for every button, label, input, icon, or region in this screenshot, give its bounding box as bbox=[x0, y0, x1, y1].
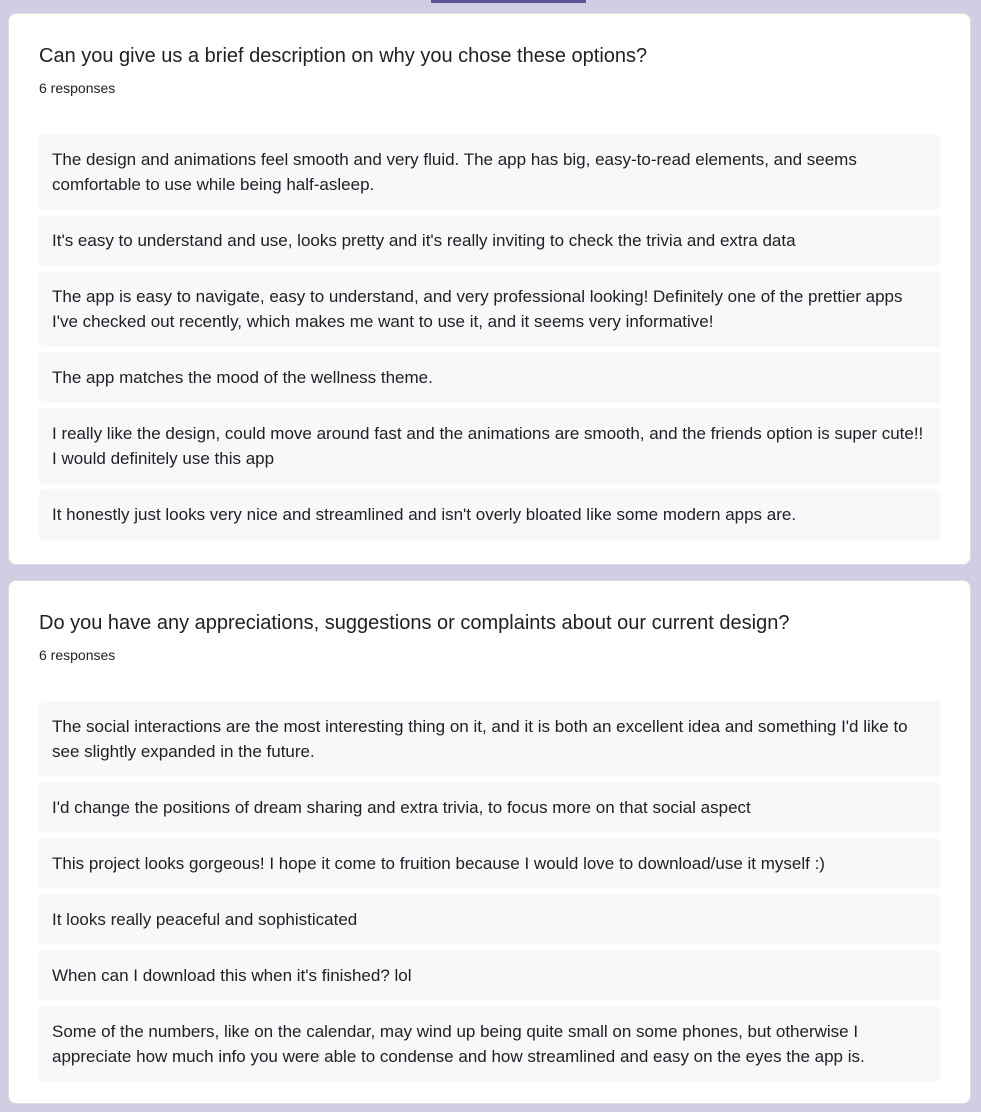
response-item: I'd change the positions of dream sharing and extra trivia, to focus more on that social aspect bbox=[39, 782, 940, 833]
question-card-2 bbox=[8, 580, 971, 1104]
response-item: This project looks gorgeous! I hope it come to fruition because I would love to download/use it myself :) bbox=[39, 838, 940, 889]
active-tab-indicator bbox=[431, 0, 586, 3]
response-item: It looks really peaceful and sophisticated bbox=[39, 894, 940, 945]
response-list bbox=[39, 701, 940, 1082]
response-item: The design and animations feel smooth and very fluid. The app has big, easy-to-read elements, and seems comfortable to use while being half-asleep. bbox=[39, 134, 940, 210]
response-item: It's easy to understand and use, looks pretty and it's really inviting to check the trivia and extra data bbox=[39, 215, 940, 266]
question-title: Can you give us a brief description on why you chose these options? bbox=[39, 45, 648, 67]
response-item: The app matches the mood of the wellness theme. bbox=[39, 352, 940, 403]
response-item: Some of the numbers, like on the calendar, may wind up being quite small on some phones, but otherwise I appreciate how much info you were able to condense and how streamlined and easy on the eyes the app is. bbox=[39, 1006, 940, 1082]
response-list bbox=[39, 134, 940, 540]
response-item: When can I download this when it's finished? lol bbox=[39, 950, 940, 1001]
response-item: The app is easy to navigate, easy to understand, and very professional looking! Definitely one of the prettier apps I've checked out recently, which makes me want to use it, and it seems very informative! bbox=[39, 271, 940, 347]
response-count: 6 responses bbox=[39, 80, 116, 96]
response-item: It honestly just looks very nice and streamlined and isn't overly bloated like some modern apps are. bbox=[39, 489, 940, 540]
response-item: The social interactions are the most interesting thing on it, and it is both an excellent idea and something I'd like to see slightly expanded in the future. bbox=[39, 701, 940, 777]
question-title: Do you have any appreciations, suggestions or complaints about our current design? bbox=[39, 612, 790, 634]
question-card-1 bbox=[8, 13, 971, 565]
response-count: 6 responses bbox=[39, 647, 116, 663]
response-item: I really like the design, could move around fast and the animations are smooth, and the friends option is super cute!! I would definitely use this app bbox=[39, 408, 940, 484]
